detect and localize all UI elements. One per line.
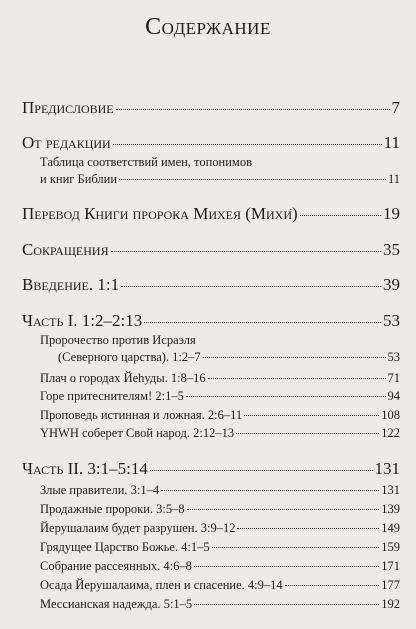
dot-leader xyxy=(116,109,390,110)
dot-leader xyxy=(208,378,386,379)
toc-subentry xyxy=(40,559,400,574)
dot-leader xyxy=(212,547,380,548)
dot-leader xyxy=(244,415,379,416)
toc-subentry xyxy=(40,408,400,423)
entry-title: и книг Библии xyxy=(40,172,118,186)
entry-title: Собрание рассеянных. 4:6–8 xyxy=(40,559,192,573)
dot-leader xyxy=(194,566,379,567)
toc-entry-table xyxy=(40,172,400,187)
page-title: Содержание xyxy=(145,14,271,40)
entry-title: Введение. 1:1 xyxy=(22,275,120,294)
toc-subentry xyxy=(40,578,400,593)
entry-page: 108 xyxy=(381,408,400,422)
entry-page: 71 xyxy=(387,371,400,385)
dot-leader xyxy=(194,604,379,605)
entry-page: 53 xyxy=(387,350,400,364)
toc-subentry xyxy=(40,540,400,555)
entry-title: Горе притеснителям! 2:1–5 xyxy=(40,389,184,403)
entry-page: 11 xyxy=(383,133,400,152)
entry-title: Йерушалаим будет разрушен. 3:9–12 xyxy=(40,521,236,535)
entry-page: 39 xyxy=(383,275,400,294)
entry-page: 19 xyxy=(383,204,400,223)
toc-subentry xyxy=(40,483,400,498)
entry-title: YHWH соберет Свой народ. 2:12–13 xyxy=(40,426,235,440)
toc-subentry xyxy=(40,521,400,536)
dot-leader xyxy=(121,286,381,287)
dot-leader xyxy=(236,433,379,434)
entry-title: Предисловие xyxy=(22,98,114,117)
entry-page: 131 xyxy=(381,483,400,497)
entry-title: (Северного царства). 1:2–7 xyxy=(58,350,201,364)
toc-entry-editors xyxy=(22,133,400,153)
toc-entry-part1 xyxy=(22,311,400,331)
entry-page: 171 xyxy=(381,559,400,573)
dot-leader xyxy=(186,396,386,397)
entry-page: 122 xyxy=(381,426,400,440)
entry-title: От редакции xyxy=(22,133,111,152)
entry-title: Сокращения xyxy=(22,240,109,259)
entry-title: Мессианская надежда. 5:1–5 xyxy=(40,597,193,611)
entry-title: Перевод Книги пророка Михея (Михи́) xyxy=(22,204,298,223)
dot-leader xyxy=(161,490,379,491)
toc-subentry xyxy=(40,597,400,612)
dot-leader xyxy=(187,509,380,510)
dot-leader xyxy=(203,357,386,358)
entry-title: Осада Йерушалаима, плен и спасение. 4:9–14 xyxy=(40,578,283,592)
dot-leader xyxy=(113,144,382,145)
entry-page: 35 xyxy=(383,240,400,259)
toc-subentry xyxy=(40,502,400,517)
entry-page: 139 xyxy=(381,502,400,516)
toc-entry-preface xyxy=(22,98,400,118)
entry-page: 177 xyxy=(381,578,400,592)
toc-entry-translation xyxy=(22,204,400,224)
dot-leader xyxy=(111,251,381,252)
entry-page: 7 xyxy=(391,98,400,117)
dot-leader xyxy=(300,215,381,216)
toc-entry-part2 xyxy=(22,459,400,479)
entry-page: 53 xyxy=(383,311,400,330)
entry-page: 159 xyxy=(381,540,400,554)
dot-leader xyxy=(285,585,380,586)
dot-leader xyxy=(237,528,379,529)
toc-subentry xyxy=(40,371,400,386)
toc-entry-table-line1: Таблица соответствий имен, топонимов xyxy=(40,155,252,169)
toc-subentry xyxy=(40,389,400,404)
entry-title: Проповедь истинная и ложная. 2:6–11 xyxy=(40,408,243,422)
entry-title: Плач о городах Йеhуды. 1:8–16 xyxy=(40,371,206,385)
entry-title: Продажные пророки. 3:5–8 xyxy=(40,502,185,516)
toc-subentry-line1: Пророчество против Исраэля xyxy=(40,333,196,347)
entry-page: 192 xyxy=(381,597,400,611)
toc-subentry xyxy=(58,350,400,365)
dot-leader xyxy=(119,179,386,180)
entry-page: 131 xyxy=(374,459,400,478)
entry-title: Часть II. 3:1–5:14 xyxy=(22,459,148,478)
entry-page: 149 xyxy=(381,521,400,535)
entry-title: Часть I. 1:2–2:13 xyxy=(22,311,143,330)
entry-page: 94 xyxy=(387,389,400,403)
toc-subentry xyxy=(40,426,400,441)
toc-entry-abbrev xyxy=(22,240,400,260)
dot-leader xyxy=(150,470,373,471)
toc-entry-intro xyxy=(22,275,400,295)
entry-title: Злые правители. 3:1–4 xyxy=(40,483,160,497)
entry-page: 11 xyxy=(387,172,400,186)
entry-title: Грядущее Царство Божье. 4:1–5 xyxy=(40,540,210,554)
dot-leader xyxy=(144,322,381,323)
